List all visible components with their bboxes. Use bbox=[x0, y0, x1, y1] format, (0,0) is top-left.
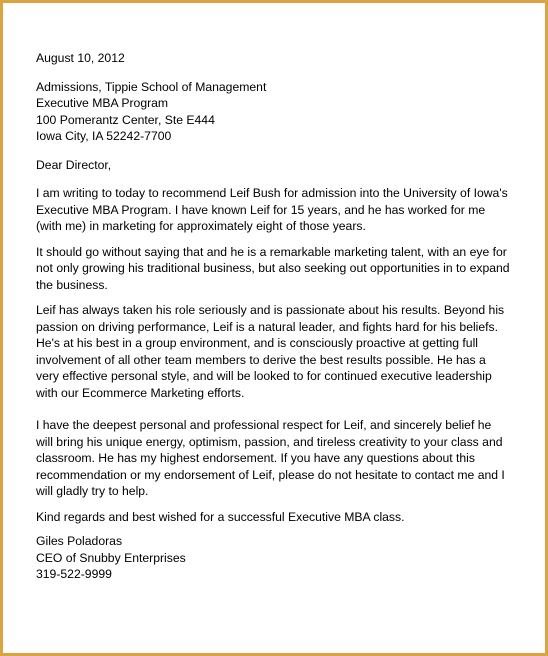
salutation-line: Dear Director, bbox=[36, 157, 112, 172]
closing-line: Kind regards and best wished for a successful Executive MBA class. bbox=[36, 509, 405, 524]
signer-name: Giles Poladoras bbox=[36, 534, 123, 548]
paragraph-line: very effective personal style, and will be looked to for continued executive leadership bbox=[36, 369, 492, 383]
paragraph-line: involvement of all other team members to derive the best results possible. He has a bbox=[36, 352, 486, 367]
address-line: Executive MBA Program bbox=[36, 96, 169, 110]
address-line: 100 Pomerantz Center, Ste E444 bbox=[36, 112, 215, 127]
paragraph-line: Leif has always taken his role seriously and is passionate about his results. Beyond his bbox=[36, 303, 505, 317]
address-line: Admissions, Tippie School of Management bbox=[36, 79, 267, 94]
salutation bbox=[36, 157, 526, 174]
recipient-address bbox=[36, 79, 526, 145]
closing bbox=[36, 509, 526, 526]
paragraph-talent bbox=[36, 244, 526, 294]
paragraph-line: recommendation or my endorsement of Leif, please do not hesitate to contact me and I bbox=[36, 467, 505, 482]
letter-date bbox=[36, 50, 526, 67]
recommendation-letter bbox=[36, 50, 526, 583]
paragraph-introduction bbox=[36, 185, 526, 235]
date-line: August 10, 2012 bbox=[36, 51, 125, 65]
paragraph-line: not only growing his traditional business, but also seeking out opportunities in to expand bbox=[36, 261, 510, 275]
paragraph-line: He's at his best in a group environment, and is consciously proactive at getting full bbox=[36, 336, 478, 350]
signer-title: CEO of Snubby Enterprises bbox=[36, 550, 186, 565]
signer-phone: 319-522-9999 bbox=[36, 567, 112, 581]
paragraph-line: passion on driving performance, Leif is a natural leader, and fights hard for his beliefs. bbox=[36, 319, 499, 334]
paragraph-line: with our Ecommerce Marketing efforts. bbox=[36, 385, 245, 400]
address-line: Iowa City, IA 52242-7700 bbox=[36, 129, 172, 143]
paragraph-leadership bbox=[36, 302, 526, 401]
paragraph-line: It should go without saying that and he is a remarkable marketing talent, with an eye for bbox=[36, 244, 507, 259]
paragraph-line: Executive MBA Program. I have known Leif for 15 years, and he has worked for me bbox=[36, 202, 486, 217]
paragraph-line: (with me) in marketing for approximately eight of those years. bbox=[36, 219, 366, 233]
paragraph-line: the business. bbox=[36, 277, 108, 292]
paragraph-line: will bring his unique energy, optimism, passion, and tireless creativity to your class and bbox=[36, 434, 503, 449]
signature-block bbox=[36, 533, 526, 583]
paragraph-endorsement bbox=[36, 417, 526, 500]
paragraph-line: classroom. He has my highest endorsement. If you have any questions about this bbox=[36, 451, 475, 465]
paragraph-line: will gladly try to help. bbox=[36, 484, 149, 498]
paragraph-line: I am writing to today to recommend Leif Bush for admission into the University of Iowa's bbox=[36, 186, 508, 200]
paragraph-line: I have the deepest personal and professional respect for Leif, and sincerely belief he bbox=[36, 418, 492, 432]
